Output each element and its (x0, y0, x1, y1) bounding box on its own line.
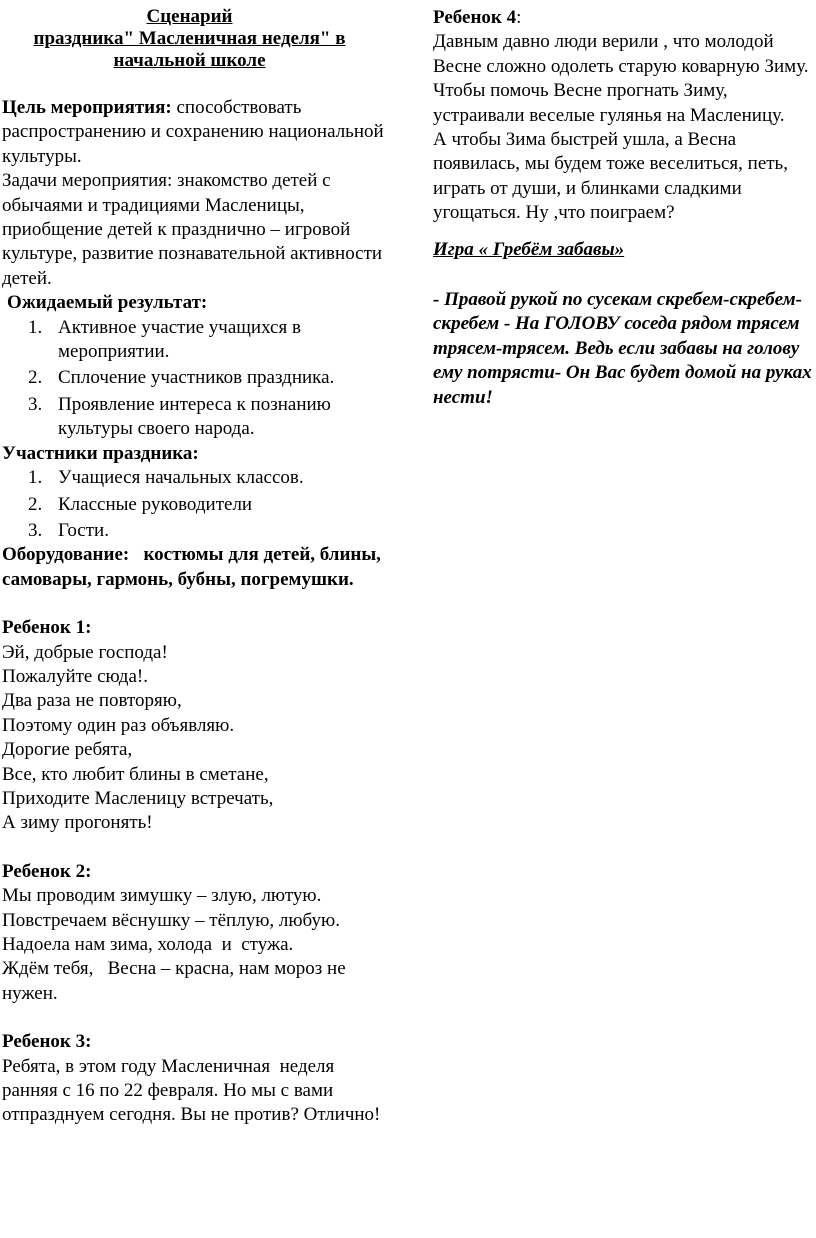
child1-line: Пожалуйте сюда!. (2, 665, 148, 687)
list-item: 1. Учащиеся начальных классов. (28, 467, 304, 489)
child1-line: Поэтому один раз объявляю. (2, 714, 235, 736)
goal-label: Цель мероприятия: (2, 97, 172, 118)
child4-text-1: Давным давно люди верили , что молодой Весне сложно одолеть старую коварную Зиму. Чтобы помочь Весне прогнать Зиму, устраивали веселые гулянья на Масленицу. (433, 31, 809, 126)
child3-text: Ребята, в этом году Масленичная неделя ранняя с 16 по 22 февраля. Но мы с вами отпразднуем сегодня. Вы не против? Отлично! (2, 1055, 381, 1126)
child1-line: Два раза не повторяю, (2, 690, 182, 712)
child4-text-2: А чтобы Зима быстрей ушла, а Весна появилась, мы будем тоже веселиться, петь, играть от души, и блинками сладкими угощаться. Ну ,что поиграем? (433, 129, 788, 224)
equipment-paragraph: Оборудование: костюмы для детей, блины, самовары, гармонь, бубны, погремушки. (2, 544, 386, 590)
participants-heading: Участники праздника: (2, 442, 199, 464)
expected-heading: Ожидаемый результат: (7, 292, 208, 314)
child1-speaker: Ребенок 1: (2, 617, 92, 639)
right-column (433, 0, 816, 410)
child3-speaker: Ребенок 3: (2, 1031, 92, 1053)
child1-line: А зиму прогонять! (2, 812, 153, 834)
participants-list (2, 466, 392, 543)
goal-paragraph (2, 96, 392, 169)
expected-list (2, 316, 392, 442)
title-line-2: праздника" Масленичная неделя" в (33, 28, 346, 49)
child2-line: Надоела нам зима, холода и стужа. (2, 934, 294, 955)
child4-colon: : (516, 7, 522, 28)
child1-line: Дорогие ребята, (2, 739, 133, 761)
list-item: 2. Классные руководители (28, 493, 253, 515)
game-text: - Правой рукой по сусекам скребем-скребем-скребем - На ГОЛОВУ соседа рядом трясем трясем-трясем. Ведь если забавы на голову ему потрясти- Он Вас будет домой на руках нести! (433, 289, 812, 408)
title-line-3: начальной школе (113, 50, 266, 71)
list-item: 2. Сплочение участников праздника. (28, 367, 335, 389)
child1-line: Эй, добрые господа! (2, 641, 168, 663)
game-title: Игра « Гребём забавы» (433, 238, 625, 260)
left-column (0, 0, 392, 1128)
list-item: 3. Проявление интереса к познанию культуры своего народа. (28, 393, 331, 440)
child1-line: Все, кто любит блины в сметане, (2, 763, 269, 785)
child2-line: Мы проводим зимушку – злую, лютую. (2, 885, 322, 907)
list-item: 3. Гости. (28, 519, 109, 541)
child1-line: Приходите Масленицу встречать, (2, 787, 274, 809)
child4-speaker-line (433, 6, 816, 30)
child4-speaker: Ребенок 4 (433, 7, 517, 28)
child2-line: Повстречаем вёснушку – тёплую, любую. (2, 909, 340, 931)
tasks-paragraph: Задачи мероприятия: знакомство детей с обычаями и традициями Масленицы, приобщение детей к празднично – игровой культуре, развитие познавательной активности детей. (2, 170, 383, 289)
goal-text: способствовать распространению и сохранению национальной культуры. (2, 97, 384, 167)
document-title (2, 6, 377, 72)
child2-line: Ждём тебя, Весна – красна, нам мороз не нужен. (2, 958, 351, 1004)
list-item: 1. Активное участие учащихся в мероприятии. (28, 316, 301, 363)
title-line-1: Сценарий (146, 6, 233, 27)
child2-speaker: Ребенок 2: (2, 860, 92, 882)
